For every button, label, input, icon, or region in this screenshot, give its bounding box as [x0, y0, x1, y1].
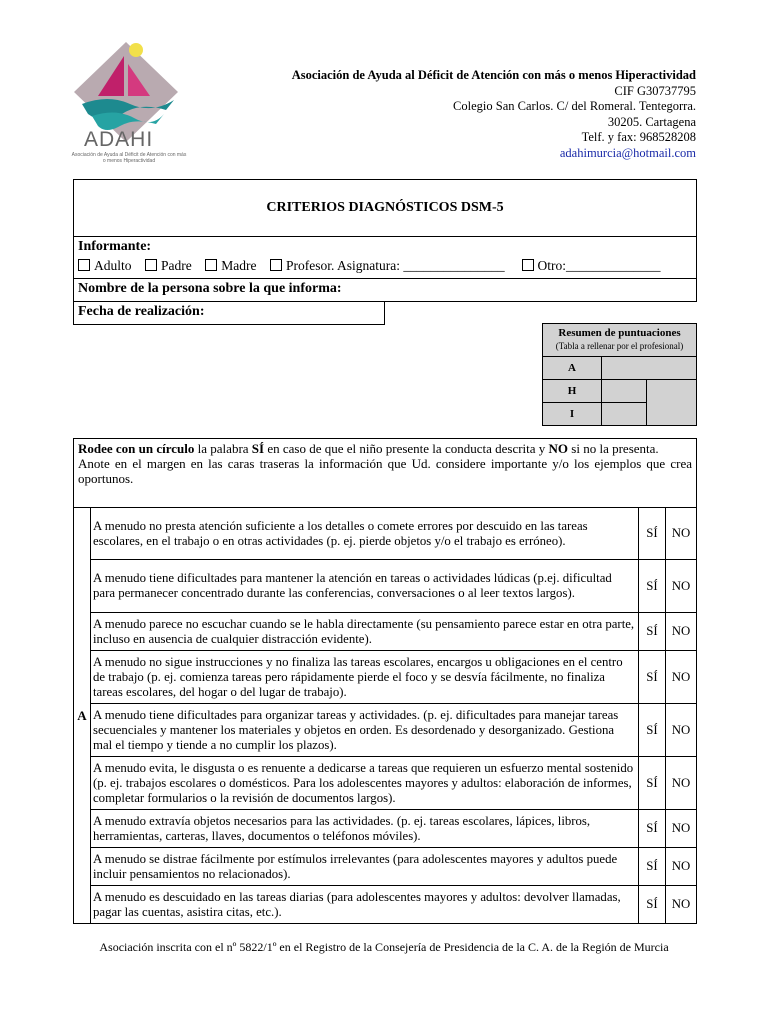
answer-no[interactable]: NO: [666, 613, 697, 651]
answer-si[interactable]: SÍ: [639, 613, 666, 651]
criteria-text: A menudo parece no escuchar cuando se le habla directamente (su pensamiento parece estar en otra parte, incluso en ausencia de cualquier distracción evidente).: [91, 613, 639, 651]
checkbox-icon[interactable]: [78, 259, 90, 271]
answer-si[interactable]: SÍ: [639, 757, 666, 810]
instructions: Rodee con un círculo la palabra SÍ en caso de que el niño presente la conducta descrita y NO si no la presenta. Anote en el margen en las caras traseras la información que Ud. considere importante y/o los ejemplos que crea oportunos.: [73, 438, 697, 508]
logo-diamond: [74, 42, 178, 142]
criteria-row: [74, 560, 697, 613]
criteria-text: A menudo evita, le disgusta o es renuente a dedicarse a tareas que requieren un esfuerzo mental sostenido (p. ej. trabajos escolares o domésticos. Para los adolescentes mayores y adultos: elaboración de informes, completar formularios o la revisión de documentos largos).: [91, 757, 639, 810]
answer-si[interactable]: SÍ: [639, 560, 666, 613]
criteria-table: [73, 507, 697, 924]
criteria-row: [74, 508, 697, 560]
checkbox-icon[interactable]: [270, 259, 282, 271]
organization-email-link[interactable]: adahimurcia@hotmail.com: [559, 145, 696, 160]
organization-phone: Telf. y fax: 968528208: [581, 130, 696, 144]
organization-header: [292, 68, 696, 161]
summary-key-a: A: [543, 357, 602, 380]
logo-subtitle: Asociación de Ayuda al Déficit de Atención con más o menos Hiperactividad: [71, 152, 187, 164]
logo-sun: [129, 43, 143, 57]
checkbox-icon[interactable]: [522, 259, 534, 271]
criteria-row: [74, 810, 697, 848]
criteria-row: [74, 613, 697, 651]
answer-si[interactable]: SÍ: [639, 886, 666, 924]
criteria-text: A menudo no sigue instrucciones y no finaliza las tareas escolares, encargos u obligaciones en el centro de trabajo (p. ej. comienza tareas pero rápidamente pierde el foco y se desvía fácilmente, no finaliza tareas escolares, del hogar o del lugar de trabajo).: [91, 651, 639, 704]
criteria-row: [74, 757, 697, 810]
option-otro[interactable]: Otro:______________: [522, 258, 661, 273]
summary-value-i[interactable]: [602, 403, 647, 426]
option-padre[interactable]: Padre: [145, 258, 192, 273]
section-label-a: A: [74, 508, 91, 924]
criteria-row: [74, 848, 697, 886]
informante-options: [78, 258, 692, 274]
fecha-field[interactable]: Fecha de realización:: [73, 301, 385, 325]
organization-address: Colegio San Carlos. C/ del Romeral. Tentegorra.: [453, 99, 696, 113]
option-madre[interactable]: Madre: [205, 258, 256, 273]
checkbox-icon[interactable]: [145, 259, 157, 271]
answer-si[interactable]: SÍ: [639, 651, 666, 704]
criteria-text: A menudo tiene dificultades para organizar tareas y actividades. (p. ej. dificultades para manejar tareas secuenciales y mantener los materiales y objetos en orden. Es desordenado y desorganizado. Gestiona mal el tiempo y tiende a no cumplir los plazos).: [91, 704, 639, 757]
summary-table: [542, 323, 697, 426]
criteria-text: A menudo no presta atención suficiente a los detalles o comete errores por descuido en las tareas escolares, en el trabajo o en otras actividades (p. ej. pierde objetos y/o el trabajo es erróneo).: [91, 508, 639, 560]
criteria-row: [74, 886, 697, 924]
answer-si[interactable]: SÍ: [639, 848, 666, 886]
answer-no[interactable]: NO: [666, 508, 697, 560]
summary-key-i: I: [543, 403, 602, 426]
answer-si[interactable]: SÍ: [639, 508, 666, 560]
summary-value-h[interactable]: [602, 380, 647, 403]
criteria-text: A menudo tiene dificultades para mantener la atención en tareas o actividades lúdicas (p.ej. dificultad para permanecer concentrado durante las conferencias, conversaciones o al leer textos largos).: [91, 560, 639, 613]
organization-cif: CIF G30737795: [614, 83, 696, 98]
option-profesor[interactable]: Profesor. Asignatura: _______________: [270, 258, 505, 273]
answer-si[interactable]: SÍ: [639, 704, 666, 757]
answer-no[interactable]: NO: [666, 848, 697, 886]
criteria-text: A menudo se distrae fácilmente por estímulos irrelevantes (para adolescentes mayores y adultos puede incluir pensamientos no relacionados).: [91, 848, 639, 886]
summary-header: Resumen de puntuaciones (Tabla a rellenar por el profesional): [543, 324, 697, 357]
answer-no[interactable]: NO: [666, 651, 697, 704]
answer-no[interactable]: NO: [666, 560, 697, 613]
criteria-text: A menudo es descuidado en las tareas diarias (para adolescentes mayores y adultos: devolver llamadas, pagar las cuentas, asistira citas, etc.).: [91, 886, 639, 924]
summary-total[interactable]: [647, 380, 697, 426]
answer-no[interactable]: NO: [666, 810, 697, 848]
criteria-row: [74, 651, 697, 704]
footer-registration: Asociación inscrita con el nº 5822/1º en el Registro de la Consejería de Presidencia de la C. A. de la Región de Murcia: [99, 940, 669, 954]
logo-name: ADAHI: [84, 128, 154, 151]
criteria-text: A menudo extravía objetos necesarios para las actividades. (p. ej. tareas escolares, lápices, libros, herramientas, carteras, llaves, documentos o teléfonos móviles).: [91, 810, 639, 848]
answer-si[interactable]: SÍ: [639, 810, 666, 848]
form-title: CRITERIOS DIAGNÓSTICOS DSM-5: [73, 179, 697, 237]
checkbox-icon[interactable]: [205, 259, 217, 271]
informante-label: Informante:: [78, 239, 152, 254]
option-adulto[interactable]: Adulto: [78, 258, 132, 273]
answer-no[interactable]: NO: [666, 757, 697, 810]
informante-section: [73, 236, 697, 279]
summary-key-h: H: [543, 380, 602, 403]
answer-no[interactable]: NO: [666, 704, 697, 757]
organization-city: 30205. Cartagena: [607, 114, 696, 129]
nombre-field[interactable]: Nombre de la persona sobre la que informa:: [73, 278, 697, 302]
criteria-row: [74, 704, 697, 757]
summary-value-a[interactable]: [602, 357, 697, 380]
answer-no[interactable]: NO: [666, 886, 697, 924]
organization-name: Asociación de Ayuda al Déficit de Atención con más o menos Hiperactividad: [291, 68, 696, 82]
